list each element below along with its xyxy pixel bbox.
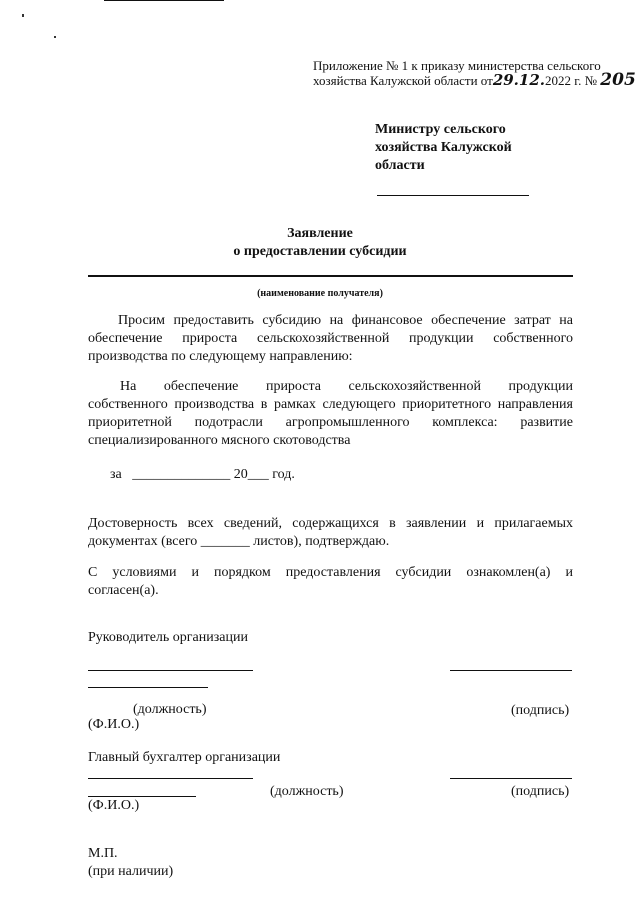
appendix-note-mid: 2022 г. № (545, 73, 598, 88)
recipient-caption: (наименование получателя) (257, 288, 383, 299)
period-suffix: год. (272, 467, 295, 482)
scan-mark (54, 36, 56, 38)
chief-accountant-position-caption: (должность) (270, 784, 344, 799)
request-line3: производства по следующему направлению: (88, 349, 353, 364)
period-prefix: за (110, 467, 122, 482)
handwritten-number: 205 (600, 70, 636, 90)
stamp-place (88, 845, 173, 881)
head-org-position-line (88, 670, 253, 671)
agreement-paragraph (88, 564, 573, 600)
addressee (375, 121, 512, 175)
head-org-fio-line (88, 687, 208, 688)
recipient-name-line (88, 275, 573, 277)
title-line1: Заявление (287, 226, 353, 241)
period-year-prefix: 20 (233, 467, 248, 482)
head-org-position-caption: (должность) (133, 702, 207, 717)
confirm-line2: документах (всего _______ листов), подтверждаю. (88, 534, 390, 549)
chief-accountant-signature-caption: (подпись) (511, 784, 570, 799)
head-org-signature-line (450, 670, 572, 671)
appendix-note-line2 (313, 72, 636, 89)
head-org-fio-caption: (Ф.И.О.) (88, 717, 140, 732)
direction-line1: На обеспечение прироста сельскохозяйственной продукции (120, 379, 573, 394)
request-line1: Просим предоставить субсидию на финансовое обеспечение затрат на (118, 313, 573, 328)
chief-accountant-label: Главный бухгалтер организации (88, 750, 281, 765)
chief-accountant-position-line (88, 778, 253, 779)
appendix-note-line1: Приложение № 1 к приказу министерства сельского (313, 58, 601, 73)
addressee-line1: Министру сельского (375, 122, 506, 137)
addressee-line3: области (375, 158, 425, 173)
stamp-line1: М.П. (88, 846, 118, 861)
direction-line3: приоритетной подотрасли агропромышленного комплекса: развитие (88, 415, 573, 430)
request-paragraph (88, 312, 573, 366)
chief-accountant-signature-line (450, 778, 572, 779)
direction-paragraph (88, 378, 573, 450)
period-year-blank: ___ (247, 467, 269, 482)
agree-line2: согласен(а). (88, 583, 159, 598)
confirm-line1: Достоверность всех сведений, содержащихся в заявлении и прилагаемых (88, 516, 573, 531)
period-blank: ______________ (132, 467, 231, 482)
head-org-signature-caption: (подпись) (511, 703, 570, 718)
request-line2: обеспечение прироста сельскохозяйственной продукции собственного (88, 331, 573, 346)
head-org-label: Руководитель организации (88, 630, 248, 645)
confirmation-paragraph (88, 515, 573, 551)
appendix-note-prefix: хозяйства Калужской области от (313, 73, 493, 88)
document-title (200, 225, 440, 261)
scan-mark (22, 14, 24, 17)
addressee-line2: хозяйства Калужской (375, 140, 512, 155)
title-line2: о предоставлении субсидии (233, 244, 407, 259)
agree-line1: С условиями и порядком предоставления субсидии ознакомлен(а) и (88, 565, 573, 580)
handwritten-date: 29.12. (492, 71, 546, 89)
chief-accountant-fio-caption: (Ф.И.О.) (88, 798, 140, 813)
direction-line4: специализированного мясного скотоводства (88, 433, 351, 448)
period-line (110, 466, 295, 484)
stamp-line2: (при наличии) (88, 864, 174, 879)
addressee-signature-line (377, 195, 529, 196)
direction-line2: собственного производства в рамках следующего приоритетного направления (88, 397, 573, 412)
top-rule-fragment (104, 0, 224, 1)
